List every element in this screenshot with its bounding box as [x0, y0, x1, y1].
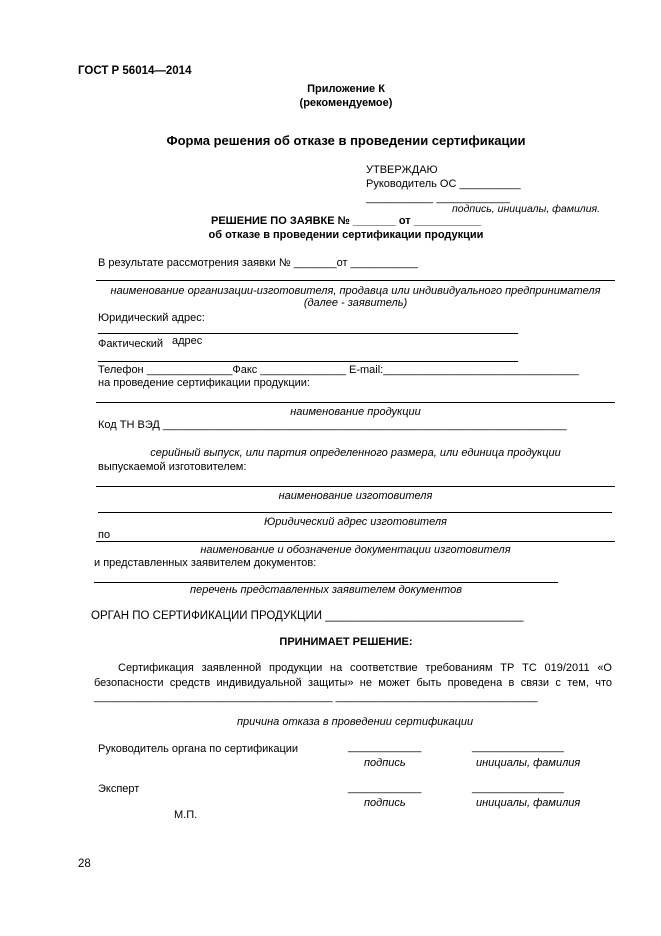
product-intro: на проведение сертификации продукции:	[98, 377, 310, 389]
actual-address-word: адрес	[172, 335, 203, 347]
applicant-caption: наименование организации-изготовителя, продавца или индивидуального предпринимателя	[110, 285, 601, 297]
stamp-label: М.П.	[174, 809, 198, 821]
organ-line: ОРГАН ПО СЕРТИФИКАЦИИ ПРОДУКЦИИ _______________________________	[91, 610, 524, 622]
approve-sign-line: ___________ ____________	[366, 192, 510, 204]
manufacturer-caption: наименование изготовителя	[278, 490, 433, 502]
applicant-rule	[96, 280, 615, 281]
approve-sign-caption: подпись, инициалы, фамилия.	[452, 203, 601, 215]
product-rule	[96, 402, 615, 403]
product-caption: наименование продукции	[290, 406, 421, 418]
legal-address-line	[98, 333, 518, 334]
expert-signature-blank: ____________	[348, 782, 422, 794]
manufacturer-address-caption: Юридический адрес изготовителя	[264, 516, 447, 528]
head-signature-caption: подпись	[364, 757, 406, 769]
manufacturer-intro: выпускаемой изготовителем:	[98, 461, 247, 473]
docs-list-caption: перечень представленных заявителем документов	[190, 584, 462, 596]
appendix-title: Приложение К	[307, 83, 385, 95]
expert-label: Эксперт	[98, 783, 140, 795]
approve-label: УТВЕРЖДАЮ	[366, 164, 438, 176]
manufacturer-rule	[96, 486, 615, 487]
po-label: по	[98, 529, 111, 541]
decision-statement: ПРИНИМАЕТ РЕШЕНИЕ:	[279, 636, 413, 648]
appendix-note: (рекомендуемое)	[299, 97, 393, 109]
head-name-caption: инициалы, фамилия	[476, 757, 581, 769]
decision-paragraph-line2: безопасности средств индивидуальной защиты» не может быть проведена в связи с тем, что	[94, 677, 612, 689]
tn-ved-line: Код ТН ВЭД __________________________________________________________________	[98, 419, 567, 431]
head-signature-blank: ____________	[348, 741, 422, 753]
actual-address-label: Фактический	[98, 338, 164, 350]
decision-subtitle: об отказе в проведении сертификации продукции	[208, 229, 484, 241]
docs-rule	[96, 541, 615, 542]
review-line: В результате рассмотрения заявки № _______от ___________	[98, 257, 418, 269]
form-title: Форма решения об отказе в проведении сертификации	[166, 133, 526, 148]
head-signature-label: Руководитель органа по сертификации	[98, 743, 299, 755]
standard-number: ГОСТ Р 56014—2014	[78, 65, 192, 77]
submitted-intro: и представленных заявителем документов:	[94, 557, 317, 569]
contacts-line: Телефон ______________Факс ______________ E-mail:________________________________	[98, 364, 580, 376]
page-number: 28	[78, 858, 91, 870]
docs-list-line	[94, 582, 558, 583]
decision-paragraph-line1: Сертификация заявленной продукции на соответствие требованиям ТР ТС 019/2011 «О	[118, 662, 612, 674]
expert-signature-caption: подпись	[364, 797, 406, 809]
release-caption: серийный выпуск, или партия определенного размера, или единица продукции	[150, 447, 561, 459]
reason-line: _______________________________________ _________________________________	[94, 691, 538, 703]
reason-caption: причина отказа в проведении сертификации	[237, 716, 474, 728]
expert-name-caption: инициалы, фамилия	[476, 797, 581, 809]
actual-address-line	[98, 361, 518, 362]
expert-name-blank: _______________	[472, 782, 564, 794]
decision-title: РЕШЕНИЕ ПО ЗАЯВКЕ № _______ от ___________	[211, 215, 481, 227]
head-name-blank: _______________	[472, 741, 564, 753]
docs-caption: наименование и обозначение документации изготовителя	[200, 544, 511, 556]
manufacturer-address-line	[98, 512, 612, 513]
applicant-caption-2: (далее - заявитель)	[303, 297, 408, 309]
legal-address-label: Юридический адрес:	[98, 312, 205, 324]
approve-head-label: Руководитель ОС __________	[366, 178, 521, 190]
